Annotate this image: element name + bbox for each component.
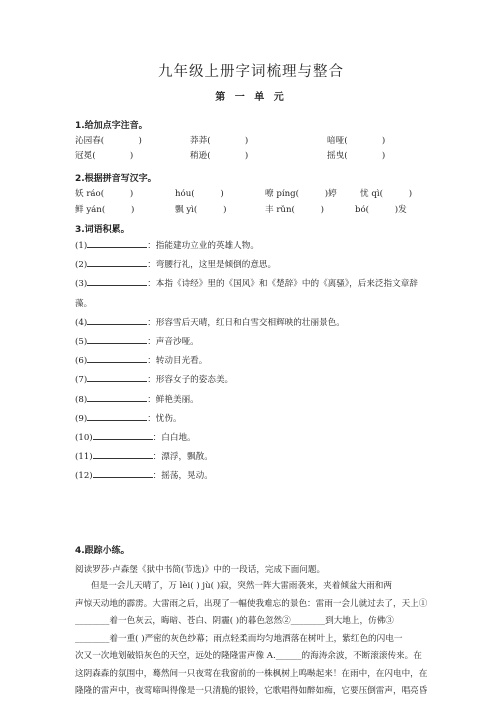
vocab-number: (6) [75, 356, 88, 367]
answer-blank [87, 354, 147, 363]
passage-line: 但是一会儿天晴了，万 lèi( ) jù( )寂，突然一阵大雷雨袭来，夹着倾盆大雨和两 [91, 581, 392, 591]
unit-heading: 第 一 单 元 [215, 92, 287, 103]
pinyin-write-item: hóu( ) [175, 189, 224, 199]
vocab-definition: ：转动目光看。 [147, 356, 208, 367]
pinyin-write-item: 忧 qì( ) [360, 189, 413, 199]
answer-blank [93, 431, 153, 440]
vocab-number: (5) [75, 337, 88, 347]
page-title: 九年级上册字词梳理与整合 [158, 64, 344, 80]
section-heading-3: 3.词语积累。 [75, 225, 130, 235]
pinyin-item: 沁园春( ) [75, 136, 142, 146]
pinyin-write-item: 嘹 píng( )婷 [265, 189, 337, 199]
vocab-definition: ：摇荡，晃动。 [152, 471, 213, 482]
answer-blank [87, 277, 147, 286]
answer-blank [87, 335, 147, 344]
vocab-number: (4) [75, 317, 88, 328]
passage [75, 578, 435, 701]
section-heading-1: 1.给加点字注音。 [75, 121, 148, 131]
vocab-number: (1) [75, 241, 88, 251]
answer-blank [87, 393, 147, 402]
answer-blank [87, 258, 147, 267]
vocab-item [75, 373, 233, 385]
vocab-number: (3) [75, 279, 88, 290]
pinyin-write-item: 丰 rǔn( ) [265, 205, 324, 215]
passage-line: ________着一重( )严密的灰色纱幕；雨点轻柔而均匀地洒落在树叶上，紫红色的闪电一 [75, 633, 403, 644]
pinyin-write-item: bó( )发 [355, 205, 407, 215]
vocab-item [75, 393, 199, 405]
passage-line: 次又一次地划破铅灰色的天空，远处的隆隆雷声像 A.______的海涛余波，不断滚滚传来。在 [75, 651, 422, 661]
section-heading-4: 4.跟踪小练。 [75, 546, 130, 556]
vocab-definition: ：白白地。 [152, 433, 196, 443]
pinyin-item: 摇曳( ) [327, 151, 386, 161]
vocab-definition: ：声音沙哑。 [147, 337, 199, 347]
pinyin-write-item: 鲜 yán( ) [75, 205, 135, 215]
pinyin-item: 喑哑( ) [327, 136, 386, 146]
vocab-item [75, 335, 199, 347]
vocab-number: (10) [75, 433, 93, 443]
vocab-item [75, 354, 207, 366]
pinyin-item: 冠冕( ) [75, 151, 134, 161]
vocab-number: (12) [75, 471, 93, 482]
vocab-item [75, 316, 345, 328]
vocab-definition: ：忧伤。 [147, 413, 182, 424]
vocab-item [75, 258, 276, 270]
passage-line: ________着一色灰云，晦暗、苍白、阴霾( )的暮色忽然②________到大地上，仿佛③ [75, 616, 394, 626]
vocab-item [75, 450, 213, 462]
pinyin-item: 稍逊( ) [190, 151, 249, 161]
vocab-number: (11) [75, 452, 93, 463]
pinyin-item: 莽莽( ) [190, 136, 249, 146]
vocab-number: (7) [75, 375, 88, 386]
vocab-number: (2) [75, 260, 88, 271]
vocab-definition: ：弯腰行礼，这里是倾倒的意思。 [147, 260, 277, 271]
answer-blank [93, 450, 153, 459]
vocab-item [75, 469, 213, 481]
vocab-number: (8) [75, 394, 88, 405]
passage-line: 隆隆的雷声中，夜莺啼叫得像是一只清脆的银铃，它歌唱得如醉如痴，它要压倒雷声，唱亮昏 [75, 686, 428, 696]
answer-blank [87, 412, 147, 421]
section-heading-2: 2.根据拼音写汉字。 [75, 174, 157, 184]
vocab-definition: ：形容女子的姿态美。 [147, 375, 234, 386]
answer-blank [87, 373, 147, 382]
pinyin-write-item: 妖 ráo( ) [75, 189, 134, 199]
vocab-item [75, 431, 196, 443]
vocab-definition: ：鲜艳美丽。 [147, 394, 199, 405]
answer-blank [93, 469, 153, 478]
answer-blank [87, 239, 147, 248]
passage-line: 这阴森森的氛围中，蓦然间一只夜莺在我窗前的一株枫树上鸣啭起来！在雨中，在闪电中，在 [75, 668, 428, 679]
pinyin-write-item: 飘 yì( ) [175, 205, 227, 215]
vocab-definition: ：漂浮，飘散。 [152, 452, 213, 463]
vocab-definition: ：指能建功立业的英雄人物。 [147, 241, 259, 251]
exercise-intro: 阅读罗莎·卢森堡《狱中书简(节选)》中的一段话，完成下面问题。 [75, 565, 326, 575]
vocab-definition: 藻。 [75, 298, 93, 309]
vocab-item [75, 239, 259, 251]
vocab-item [75, 277, 418, 289]
vocab-number: (9) [75, 413, 88, 424]
passage-line: 声惊天动地的霹雳。大雷雨之后，出现了一幅使我难忘的景色：雷雨一会儿就过去了，天上① [75, 598, 428, 609]
vocab-definition: ：本指《诗经》里的《国风》和《楚辞》中的《离骚》，后来泛指文章辞 [147, 279, 418, 290]
vocab-item [75, 412, 182, 424]
vocab-item [75, 297, 92, 309]
vocab-definition: ：形容雪后天晴，红日和白雪交相辉映的壮丽景色。 [147, 317, 345, 328]
answer-blank [87, 316, 147, 325]
